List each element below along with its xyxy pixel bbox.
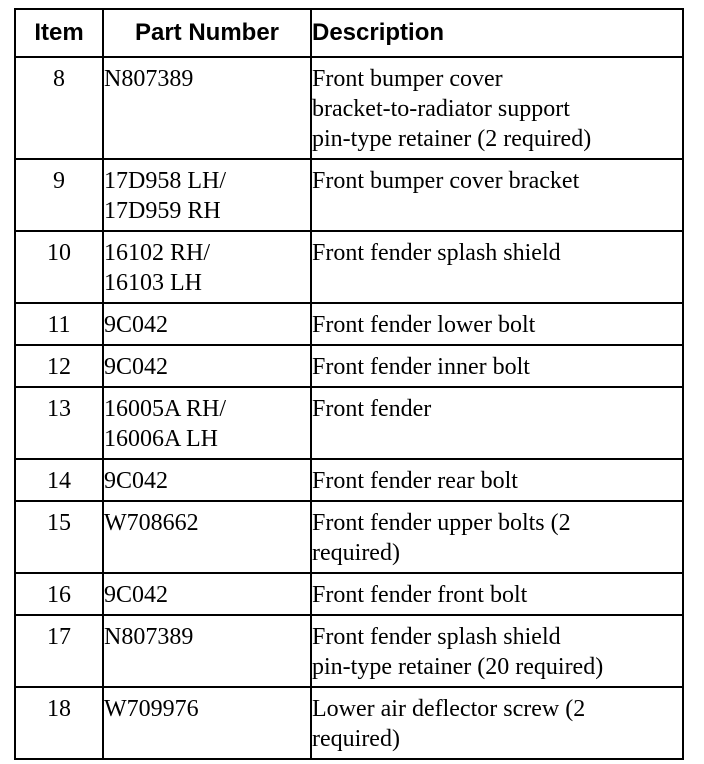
description bbox=[311, 231, 683, 303]
part-number bbox=[103, 303, 311, 345]
part-number bbox=[103, 231, 311, 303]
part-number bbox=[103, 687, 311, 759]
description-line: Front bumper cover bbox=[312, 66, 503, 92]
table-row bbox=[15, 303, 683, 345]
part-number-line: 17D959 RH bbox=[104, 198, 221, 224]
table-row bbox=[15, 501, 683, 573]
header-row bbox=[15, 9, 683, 57]
item-number: 9 bbox=[15, 159, 103, 231]
description-line: Front fender lower bolt bbox=[312, 312, 536, 338]
part-number bbox=[103, 345, 311, 387]
part-number-line: N807389 bbox=[104, 66, 194, 92]
table-row bbox=[15, 159, 683, 231]
part-number bbox=[103, 387, 311, 459]
part-number bbox=[103, 615, 311, 687]
description bbox=[311, 687, 683, 759]
part-number-line: 9C042 bbox=[104, 312, 169, 338]
part-number-line: N807389 bbox=[104, 624, 194, 650]
item-number: 13 bbox=[15, 387, 103, 459]
part-number bbox=[103, 57, 311, 159]
item-number: 16 bbox=[15, 573, 103, 615]
part-number bbox=[103, 159, 311, 231]
item-number: 8 bbox=[15, 57, 103, 159]
description-line: Front fender upper bolts (2 bbox=[312, 510, 571, 536]
item-number: 18 bbox=[15, 687, 103, 759]
description bbox=[311, 615, 683, 687]
description-line: Front fender bbox=[312, 396, 432, 422]
description-line: required) bbox=[312, 540, 400, 566]
description-line: Lower air deflector screw (2 bbox=[312, 696, 586, 722]
item-number: 14 bbox=[15, 459, 103, 501]
description bbox=[311, 387, 683, 459]
description bbox=[311, 303, 683, 345]
description-line: Front fender inner bolt bbox=[312, 354, 530, 380]
description-line: pin-type retainer (20 required) bbox=[312, 654, 604, 680]
part-number-line: 16102 RH/ bbox=[104, 240, 211, 266]
item-number: 15 bbox=[15, 501, 103, 573]
part-number-line: 9C042 bbox=[104, 468, 169, 494]
part-number-line: 16103 LH bbox=[104, 270, 202, 296]
item-number: 17 bbox=[15, 615, 103, 687]
description-line: Front fender front bolt bbox=[312, 582, 528, 608]
table-row bbox=[15, 459, 683, 501]
part-number-line: W709976 bbox=[104, 696, 199, 722]
table-row bbox=[15, 57, 683, 159]
table-row bbox=[15, 387, 683, 459]
description bbox=[311, 573, 683, 615]
part-number-line: 17D958 LH/ bbox=[104, 168, 226, 194]
description-line: Front fender splash shield bbox=[312, 240, 561, 266]
item-number: 10 bbox=[15, 231, 103, 303]
header-description: Description bbox=[311, 9, 683, 57]
table-row bbox=[15, 615, 683, 687]
header-item: Item bbox=[15, 9, 103, 57]
description-line: Front fender splash shield bbox=[312, 624, 561, 650]
description-line: Front bumper cover bracket bbox=[312, 168, 580, 194]
part-number bbox=[103, 459, 311, 501]
table-row bbox=[15, 687, 683, 759]
description-line: bracket-to-radiator support bbox=[312, 96, 570, 122]
part-number bbox=[103, 501, 311, 573]
description bbox=[311, 459, 683, 501]
part-number-line: 16006A LH bbox=[104, 426, 218, 452]
table-row bbox=[15, 573, 683, 615]
parts-table-body bbox=[15, 57, 683, 759]
part-number-line: 16005A RH/ bbox=[104, 396, 227, 422]
description-line: pin-type retainer (2 required) bbox=[312, 126, 592, 152]
table-row bbox=[15, 231, 683, 303]
description bbox=[311, 159, 683, 231]
header-part-number: Part Number bbox=[103, 9, 311, 57]
part-number-line: 9C042 bbox=[104, 582, 169, 608]
description-line: Front fender rear bolt bbox=[312, 468, 518, 494]
part-number bbox=[103, 573, 311, 615]
description-line: required) bbox=[312, 726, 400, 752]
description bbox=[311, 501, 683, 573]
part-number-line: 9C042 bbox=[104, 354, 169, 380]
item-number: 11 bbox=[15, 303, 103, 345]
parts-table bbox=[14, 8, 684, 760]
table-row bbox=[15, 345, 683, 387]
item-number: 12 bbox=[15, 345, 103, 387]
description bbox=[311, 57, 683, 159]
description bbox=[311, 345, 683, 387]
part-number-line: W708662 bbox=[104, 510, 199, 536]
